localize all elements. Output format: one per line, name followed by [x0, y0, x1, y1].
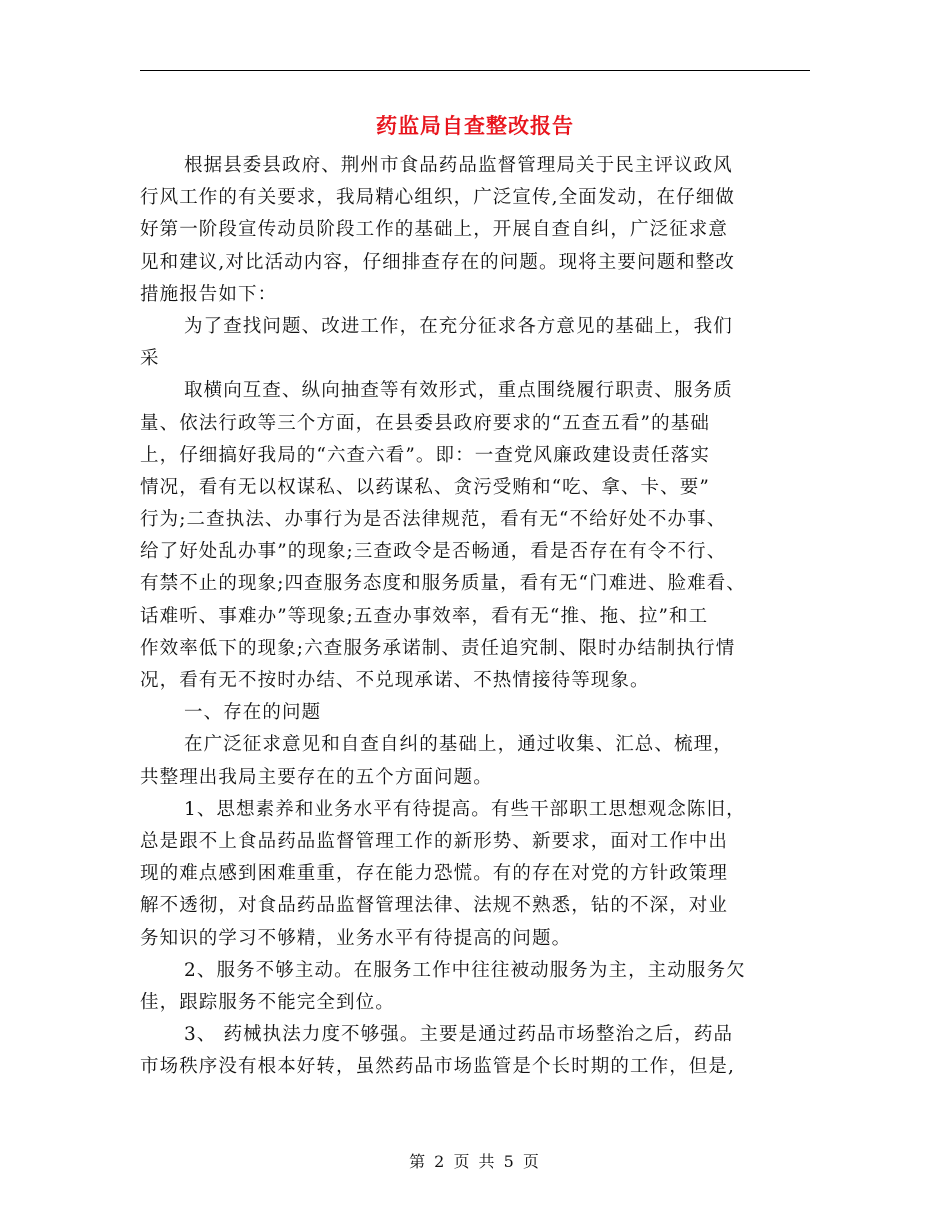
- body-line: 量、依法行政等三个方面，在县委县政府要求的“五查五看”的基础: [140, 412, 710, 434]
- page-number: 第 2 页 共 5 页: [409, 1152, 541, 1171]
- body-line: 取横向互查、纵向抽查等有效形式，重点围绕履行职责、服务质: [184, 380, 733, 402]
- body-line: 总是跟不上食品药品监督管理工作的新形势、新要求，面对工作中出: [140, 830, 729, 852]
- body-line: 1、思想素养和业务水平有待提高。有些干部职工思想观念陈旧，: [184, 798, 746, 820]
- section-heading: 一、存在的问题: [184, 702, 322, 724]
- body-line: 采: [140, 348, 160, 370]
- body-line: 现的难点感到困难重重，存在能力恐慌。有的存在对党的方针政策理: [140, 863, 729, 885]
- document-title: 药监局自查整改报告: [376, 113, 574, 138]
- body-line: 解不透彻，对食品药品监督管理法律、法规不熟悉，钻的不深，对业: [140, 895, 729, 917]
- body-line: 情况，看有无以权谋私、以药谋私、贪污受贿和“吃、拿、卡、要”: [140, 476, 710, 498]
- body-line: 况，看有无不按时办结、不兑现承诺、不热情接待等现象。: [140, 670, 650, 691]
- body-line: 给了好处乱办事”的现象;三查政令是否畅通，看是否存在有令不行、: [140, 541, 727, 563]
- body-line: 有禁不止的现象;四查服务态度和服务质量，看有无“门难进、脸难看、: [140, 573, 746, 595]
- document-body: [140, 150, 820, 1083]
- body-line: 市场秩序没有根本好转，虽然药品市场监管是个长时期的工作，但是,: [140, 1056, 735, 1078]
- body-line: 行风工作的有关要求，我局精心组织，广泛宣传,全面发动，在仔细做: [140, 187, 735, 209]
- body-line: 作效率低下的现象;六查服务承诺制、责任追究制、限时办结制执行情: [140, 637, 736, 659]
- body-line: 话难听、事难办”等现象;五查办事效率，看有无“推、拖、拉”和工: [140, 605, 709, 627]
- body-line: 佳，跟踪服务不能完全到位。: [140, 991, 395, 1013]
- body-line: 上，仔细搞好我局的“六查六看”。即：一查党风廉政建设责任落实: [140, 444, 710, 466]
- body-line: 共整理出我局主要存在的五个方面问题。: [140, 766, 493, 788]
- body-line: 措施报告如下：: [140, 283, 278, 305]
- body-line: 务知识的学习不够精，业务水平有待提高的问题。: [140, 927, 572, 949]
- body-line: 在广泛征求意见和自查自纠的基础上，通过收集、汇总、梳理，: [184, 734, 733, 756]
- body-line: 3、 药械执法力度不够强。主要是通过药品市场整治之后，药品: [184, 1024, 734, 1046]
- body-line: 好第一阶段宣传动员阶段工作的基础上，开展自查自纠，广泛征求意: [140, 219, 729, 241]
- body-line: 2、服务不够主动。在服务工作中往往被动服务为主，主动服务欠: [184, 959, 746, 981]
- header-rule: [140, 70, 810, 71]
- body-line: 为了查找问题、改进工作，在充分征求各方意见的基础上，我们: [184, 315, 733, 337]
- body-line: 行为;二查执法、办事行为是否法律规范，看有无“不给好处不办事、: [140, 509, 727, 531]
- body-line: 见和建议,对比活动内容，仔细排查存在的问题。现将主要问题和整改: [140, 251, 735, 273]
- body-line: 根据县委县政府、荆州市食品药品监督管理局关于民主评议政风: [184, 155, 733, 176]
